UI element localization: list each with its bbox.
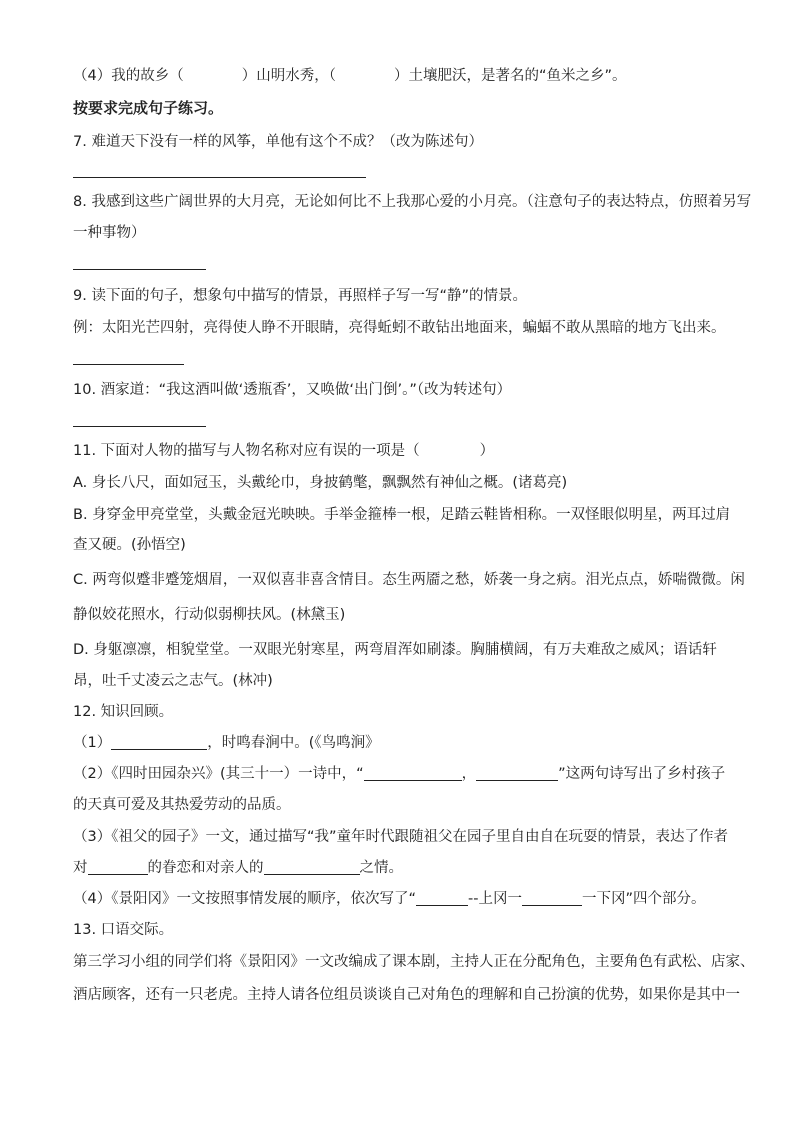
answer-line-8[interactable] — [73, 269, 206, 270]
question-13-title: 13. 口语交际。 — [73, 922, 174, 938]
option-b-line-2: 查又硬。(孙悟空) — [73, 537, 186, 553]
question-9-line-1: 9. 读下面的句子，想象句中描写的情景，再照样子写一写“静”的情景。 — [73, 288, 527, 304]
question-11-stem: 11. 下面对人物的描写与人物名称对应有误的一项是（ ） — [73, 443, 495, 459]
fill-blank[interactable] — [364, 766, 462, 781]
section-heading: 按要求完成句子练习。 — [73, 99, 224, 117]
option-b-line-1: B. 身穿金甲亮堂堂，头戴金冠光映映。手举金箍棒一根，足踏云鞋皆相称。一双怪眼似明星，两耳过肩 — [73, 507, 731, 523]
option-c-line-2: 静似姣花照水，行动似弱柳扶风。(林黛玉) — [73, 607, 346, 623]
fill-blank[interactable] — [111, 735, 207, 750]
question-12-part-4: （4）《景阳冈》一文按照事情发展的顺序，依次写了“ --上冈一 一下冈”四个部分。 — [73, 891, 706, 907]
answer-line-9[interactable] — [73, 364, 184, 365]
fill-blank[interactable] — [522, 891, 582, 906]
question-10: 10. 酒家道：“我这酒叫做‘透瓶香’，又唤做‘出门倒’。”（改为转述句） — [73, 382, 512, 398]
answer-line-7[interactable] — [73, 177, 366, 178]
question-8-line-2: 一种事物） — [73, 225, 146, 241]
question-12-part-3-line-2: 对 的眷恋和对亲人的 之情。 — [73, 860, 403, 876]
question-12-part-2-line-2: 的天真可爱及其热爱劳动的品质。 — [73, 797, 291, 813]
question-12-part-1: （1） ，时鸣春涧中。(《鸟鸣涧》 — [73, 735, 380, 751]
question-12-part-3-line-1: （3）《祖父的园子》一文，通过描写“我”童年时代跟随祖父在园子里自由自在玩耍的情景，表达了作者 — [73, 829, 728, 845]
question-12-title: 12. 知识回顾。 — [73, 704, 174, 720]
option-d-line-2: 昂，吐千丈凌云之志气。(林冲) — [73, 673, 273, 689]
option-d-line-1: D. 身躯凛凛，相貌堂堂。一双眼光射寒星，两弯眉浑如刷漆。胸脯横阔，有万夫难敌之威风；语话轩 — [73, 642, 717, 658]
answer-line-10[interactable] — [73, 426, 206, 427]
fill-blank[interactable] — [264, 860, 360, 875]
option-c-line-1: C. 两弯似蹙非蹙笼烟眉，一双似喜非喜含情目。态生两靥之愁，娇袭一身之病。泪光点点，娇喘微微。闲 — [73, 572, 745, 588]
question-8-line-1: 8. 我感到这些广阔世界的大月亮，无论如何比不上我那心爱的小月亮。（注意句子的表达特点，仿照着另写 — [73, 194, 752, 210]
fill-blank[interactable] — [476, 766, 558, 781]
fill-blank[interactable] — [416, 891, 468, 906]
question-13-line-1: 第三学习小组的同学们将《景阳冈》一文改编成了课本剧，主持人正在分配角色，主要角色有武松、店家、 — [73, 954, 755, 970]
question-6-4: （4）我的故乡（ ）山明水秀，（ ）土壤肥沃，是著名的“鱼米之乡”。 — [73, 68, 627, 84]
option-a: A. 身长八尺，面如冠玉，头戴纶巾，身披鹤氅，飘飘然有神仙之概。(诸葛亮) — [73, 475, 568, 491]
question-13-line-2: 酒店顾客，还有一只老虎。主持人请各位组员谈谈自己对角色的理解和自己扮演的优势，如果你是其中一 — [73, 987, 740, 1003]
fill-blank[interactable] — [88, 860, 148, 875]
question-12-part-2: （2）《四时田园杂兴》(其三十一）一诗中，“ ， ”这两句诗写出了乡村孩子 — [73, 766, 726, 782]
question-9-example: 例：太阳光芒四射，亮得使人睁不开眼睛，亮得蚯蚓不敢钻出地面来，蝙蝠不敢从黑暗的地方飞出来。 — [73, 320, 726, 336]
question-7: 7. 难道天下没有一样的风筝，单他有这个不成？（改为陈述句） — [73, 134, 483, 150]
